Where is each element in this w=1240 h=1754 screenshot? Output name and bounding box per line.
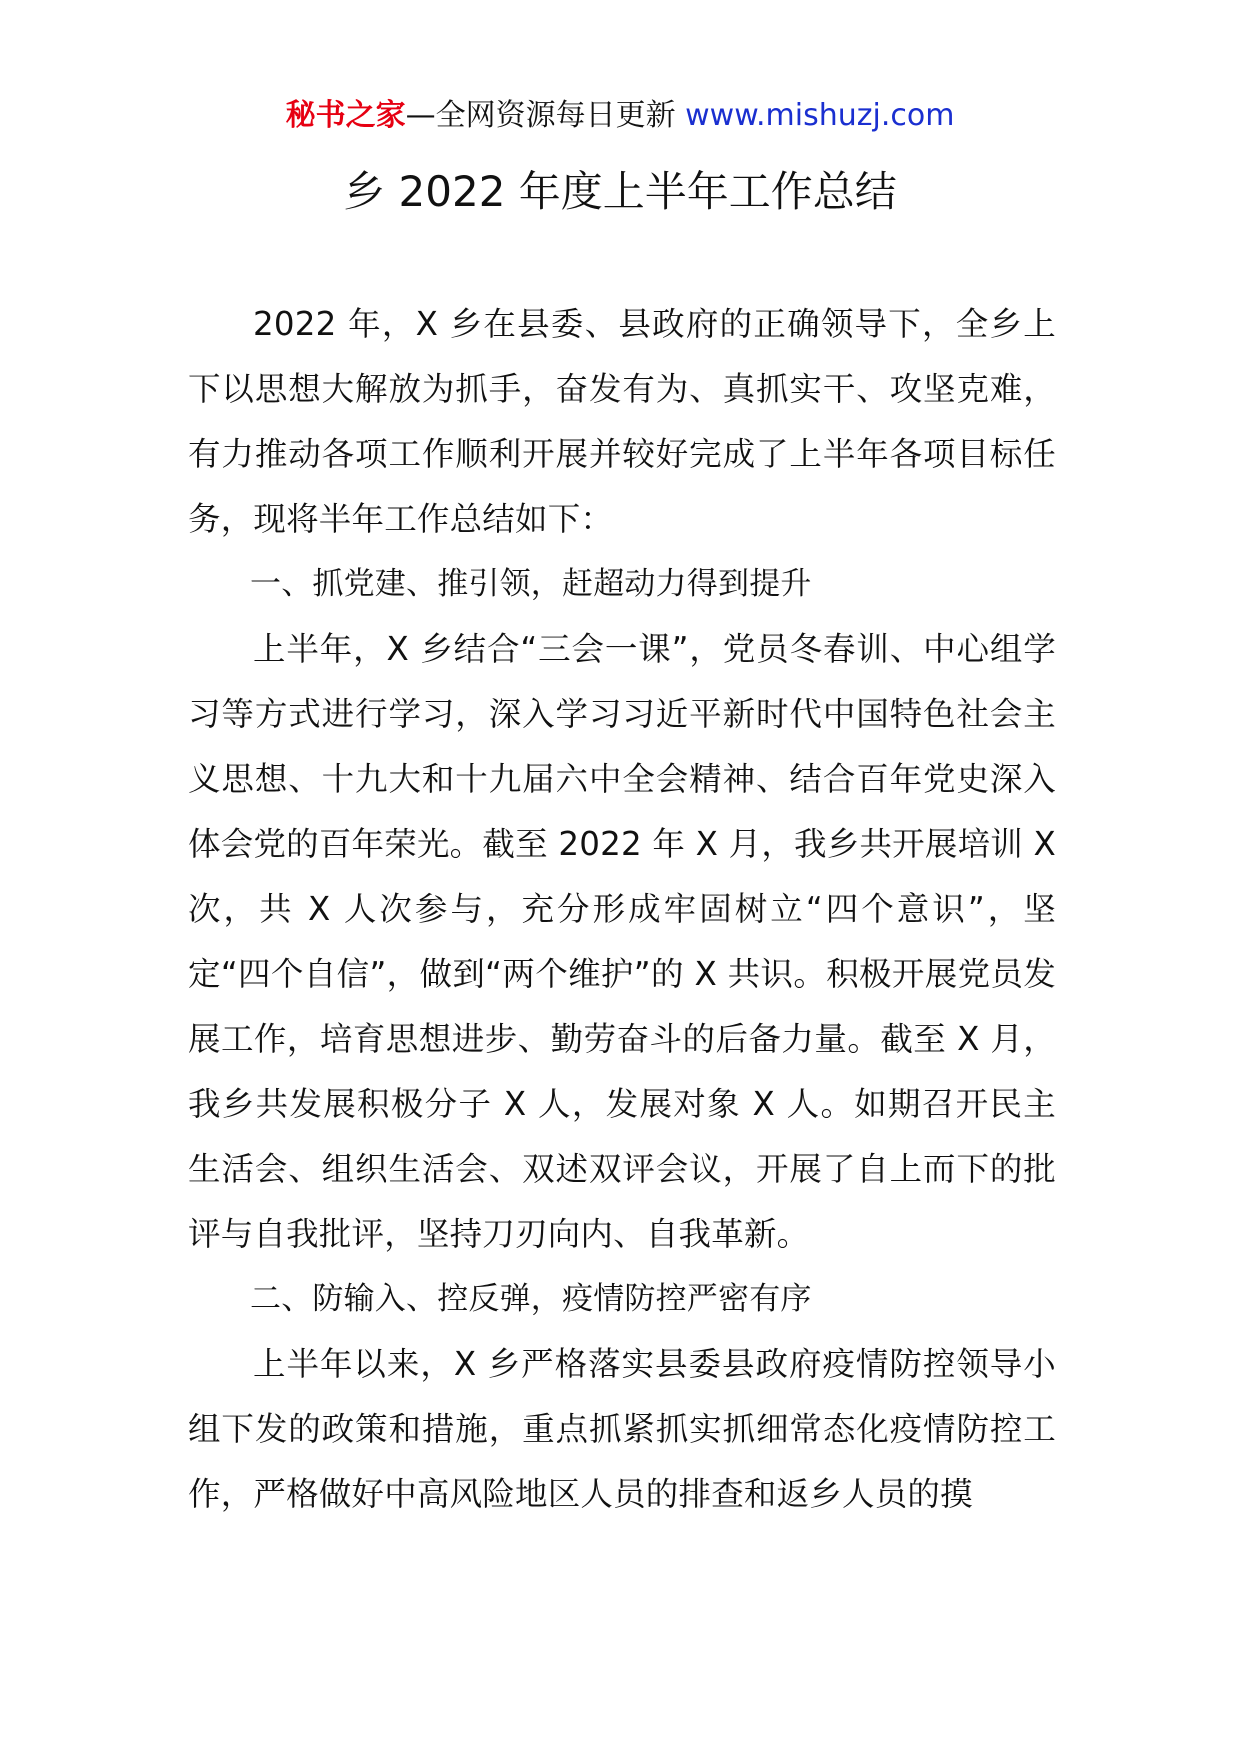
document-body [188, 292, 1056, 1527]
banner-slogan: —全网资源每日更新 [405, 98, 676, 133]
document-title: 乡 2022 年度上半年工作总结 [343, 167, 897, 216]
section-heading-2: 二、防输入、控反弹，疫情防控严密有序 [250, 1281, 812, 1317]
section-heading-1: 一、抓党建、推引领，赶超动力得到提升 [250, 566, 812, 602]
banner-site-link[interactable]: www.mishuzj.com [685, 98, 955, 133]
paragraph-epidemic-control: 上半年以来，X 乡严格落实县委县政府疫情防控领导小组下发的政策和措施，重点抓紧抓实抓细常态化疫情防控工作，严格做好中高风险地区人员的排查和返乡人员的摸 [188, 1345, 1056, 1513]
paragraph-party-building: 上半年，X 乡结合“三会一课”，党员冬春训、中心组学习等方式进行学习，深入学习习近平新时代中国特色社会主义思想、十九大和十九届六中全会精神、结合百年党史深入体会党的百年荣光。截至 2022 年 X 月，我乡共开展培训 X 次，共 X 人次参与，充分形成牢固树立“四个意识”，坚定“四个自信”，做到“两个维护”的 X 共识。积极开展党员发展工作，培育思想进步、勤劳奋斗的后备力量。截至 X 月，我乡共发展积极分子 X 人，发展对象 X 人。如期召开民主生活会、组织生活会、双述双评会议，开展了自上而下的批评与自我批评，坚持刀刃向内、自我革新。 [188, 630, 1056, 1253]
site-banner [0, 96, 1240, 136]
banner-brand: 秘书之家 [285, 98, 406, 133]
paragraph-intro: 2022 年，X 乡在县委、县政府的正确领导下，全乡上下以思想大解放为抓手，奋发有为、真抓实干、攻坚克难，有力推动各项工作顺利开展并较好完成了上半年各项目标任务，现将半年工作总结如下： [188, 305, 1056, 538]
